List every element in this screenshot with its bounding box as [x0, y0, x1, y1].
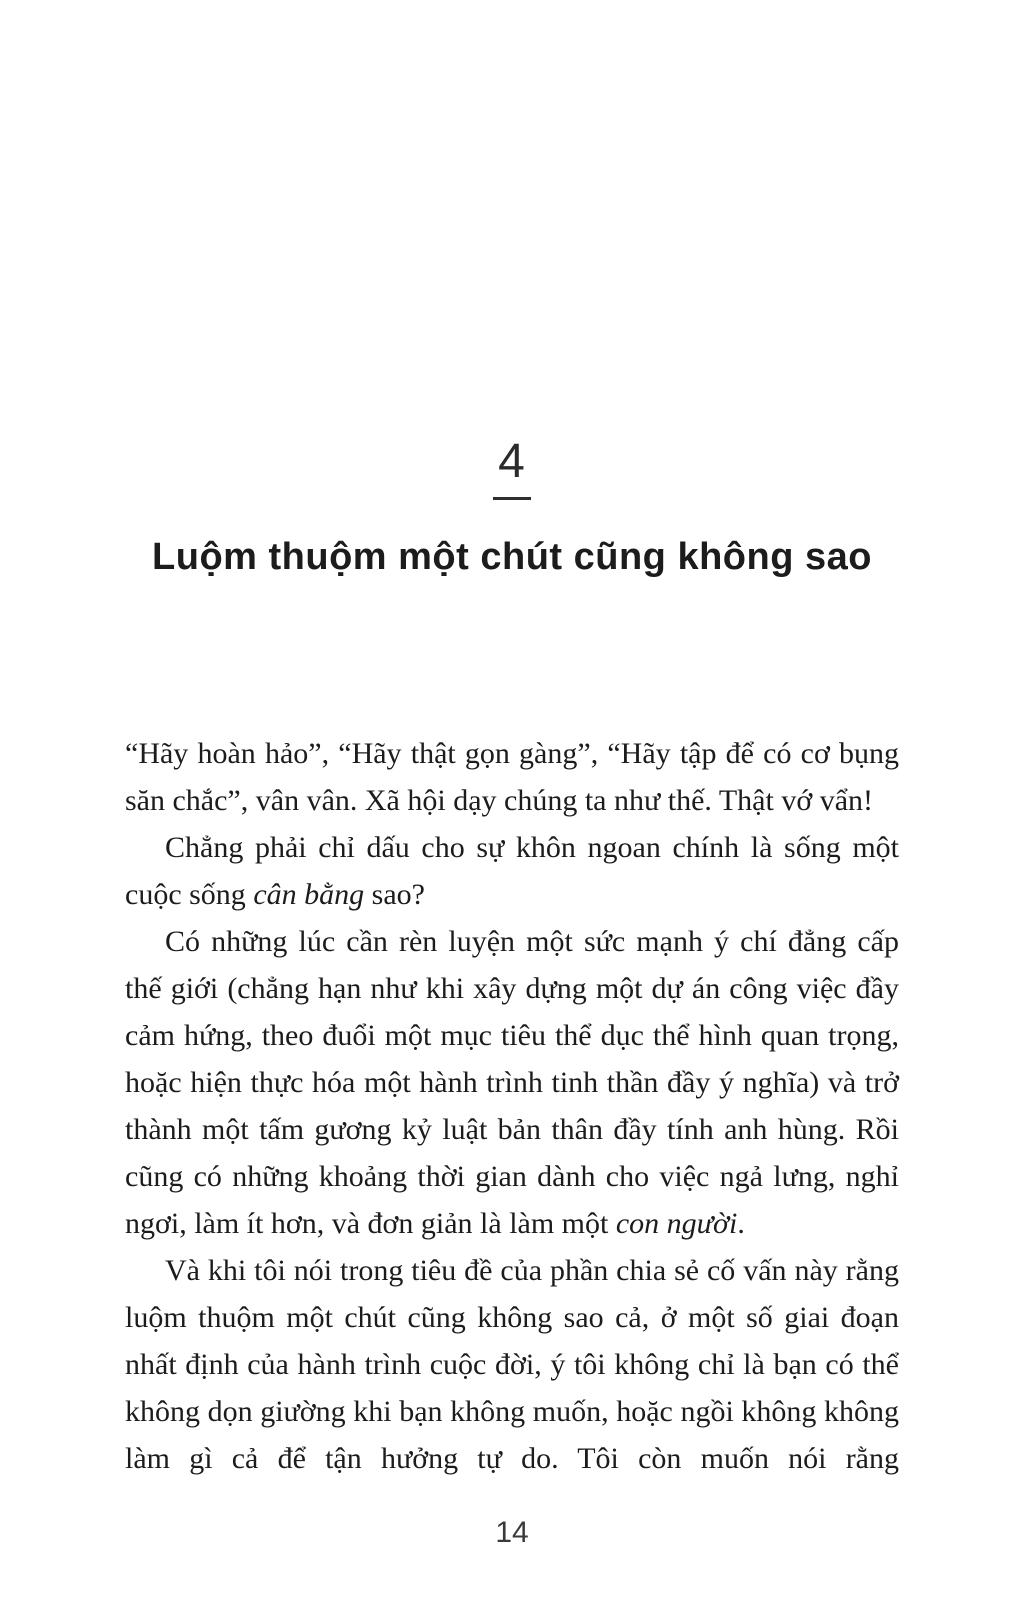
chapter-title: Luộm thuộm một chút cũng không sao — [152, 536, 872, 578]
text-run: sao? — [364, 878, 425, 911]
page-number: 14 — [495, 1516, 529, 1549]
text-run: . — [737, 1207, 745, 1240]
text-run: Và khi tôi nói trong tiêu đề của phần chia sẻ cố vấn này rằng luộm thuộm một chút cũng không sao cả, ở một số giai đoạn nhất định của hành trình cuộc đời, ý tôi không chỉ là bạn có thể không dọn giường khi bạn không muốn, hoặc ngồi không không làm gì cả để tận hưởng tự do. Tôi còn muốn nói rằng — [125, 1254, 899, 1475]
paragraph — [125, 824, 899, 918]
text-run: Có những lúc cần rèn luyện một sức mạnh ý chí đẳng cấp thế giới (chẳng hạn như khi xây dựng một dự án công việc đầy cảm hứng, theo đuổi một mục tiêu thể dục thể hình quan trọng, hoặc hiện thực hóa một hành trình tinh thần đầy ý nghĩa) và trở thành một tấm gương kỷ luật bản thân đầy tính anh hùng. Rồi cũng có những khoảng thời gian dành cho việc ngả lưng, nghỉ ngơi, làm ít hơn, và đơn giản là làm một — [125, 925, 899, 1240]
paragraph — [125, 1247, 899, 1482]
paragraph — [125, 918, 899, 1247]
body-text — [125, 730, 899, 1482]
paragraph — [125, 730, 899, 824]
italic-text-run: con người — [615, 1207, 738, 1240]
text-run: Chẳng phải chỉ dấu cho sự khôn ngoan chính là sống một cuộc sống — [125, 831, 899, 911]
chapter-divider-rule — [493, 497, 531, 500]
chapter-number: 4 — [498, 435, 526, 488]
italic-text-run: cân bằng — [253, 878, 365, 911]
text-run: “Hãy hoàn hảo”, “Hãy thật gọn gàng”, “Hãy tập để có cơ bụng săn chắc”, vân vân. Xã hội dạy chúng ta như thế. Thật vớ vẩn! — [125, 737, 899, 817]
